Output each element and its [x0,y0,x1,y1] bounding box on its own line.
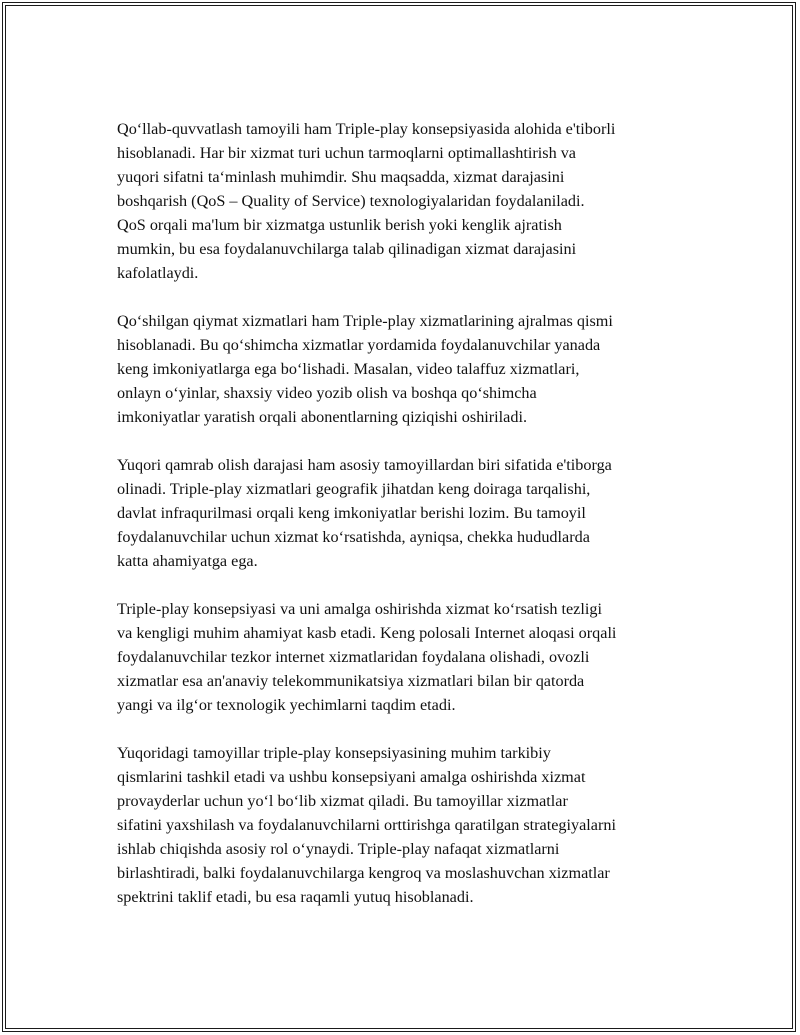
text-line: Triple-play konsepsiyasi va uni amalga oshirishda xizmat ko‘rsatish tezligi [117,600,602,618]
text-line: keng imkoniyatlarga ega bo‘lishadi. Masalan, video talaffuz xizmatlari, [117,360,580,378]
text-line: yangi va ilg‘or texnologik yechimlarni taqdim etadi. [117,696,456,714]
paragraph-1 [117,117,692,285]
text-line: hisoblanadi. Bu qo‘shimcha xizmatlar yordamida foydalanuvchilar yanada [117,336,601,354]
text-line: foydalanuvchilar uchun xizmat ko‘rsatishda, ayniqsa, chekka hududlarda [117,528,590,546]
paragraph-2 [117,309,692,429]
text-line: katta ahamiyatga ega. [117,552,258,570]
text-line: ishlab chiqishda asosiy rol o‘ynaydi. Triple-play nafaqat xizmatlarni [117,840,560,858]
text-line: va kengligi muhim ahamiyat kasb etadi. Keng polosali Internet aloqasi orqali [117,624,617,642]
text-line: kafolatlaydi. [117,264,199,282]
text-line: mumkin, bu esa foydalanuvchilarga talab qilinadigan xizmat darajasini [117,240,577,258]
text-line: boshqarish (QoS – Quality of Service) texnologiyalaridan foydalaniladi. [117,192,585,210]
text-line: xizmatlar esa an'anaviy telekommunikatsiya xizmatlari bilan bir qatorda [117,672,585,690]
text-line: Yuqoridagi tamoyillar triple-play konsepsiyasining muhim tarkibiy [117,744,551,762]
text-line: davlat infraqurilmasi orqali keng imkoniyatlar berishi lozim. Bu tamoyil [117,504,586,522]
text-line: birlashtiradi, balki foydalanuvchilarga kengroq va moslashuvchan xizmatlar [117,864,610,882]
paragraph-3 [117,453,692,573]
paragraph-4 [117,597,692,717]
text-line: Qo‘shilgan qiymat xizmatlari ham Triple-play xizmatlarining ajralmas qismi [117,312,613,330]
text-line: onlayn o‘yinlar, shaxsiy video yozib olish va boshqa qo‘shimcha [117,384,537,402]
text-line: olinadi. Triple-play xizmatlari geografik jihatdan keng doiraga tarqalishi, [117,480,591,498]
paragraph-5 [117,741,692,909]
text-line: yuqori sifatni ta‘minlash muhimdir. Shu maqsadda, xizmat darajasini [117,168,565,186]
text-line: hisoblanadi. Har bir xizmat turi uchun tarmoqlarni optimallashtirish va [117,144,576,162]
text-line: spektrini taklif etadi, bu esa raqamli yutuq hisoblanadi. [117,888,474,906]
text-line: imkoniyatlar yaratish orqali abonentlarning qiziqishi oshiriladi. [117,408,527,426]
document-body [117,117,692,933]
text-line: sifatini yaxshilash va foydalanuvchilarni orttirishga qaratilgan strategiyalarni [117,816,616,834]
text-line: QoS orqali ma'lum bir xizmatga ustunlik berish yoki kenglik ajratish [117,216,562,234]
text-line: foydalanuvchilar tezkor internet xizmatlaridan foydalana olishadi, ovozli [117,648,590,666]
text-line: provayderlar uchun yo‘l bo‘lib xizmat qiladi. Bu tamoyillar xizmatlar [117,792,568,810]
text-line: Qo‘llab-quvvatlash tamoyili ham Triple-play konsepsiyasida alohida e'tiborli [117,120,616,138]
text-line: Yuqori qamrab olish darajasi ham asosiy tamoyillardan biri sifatida e'tiborga [117,456,612,474]
text-line: qismlarini tashkil etadi va ushbu konsepsiyani amalga oshirishda xizmat [117,768,586,786]
